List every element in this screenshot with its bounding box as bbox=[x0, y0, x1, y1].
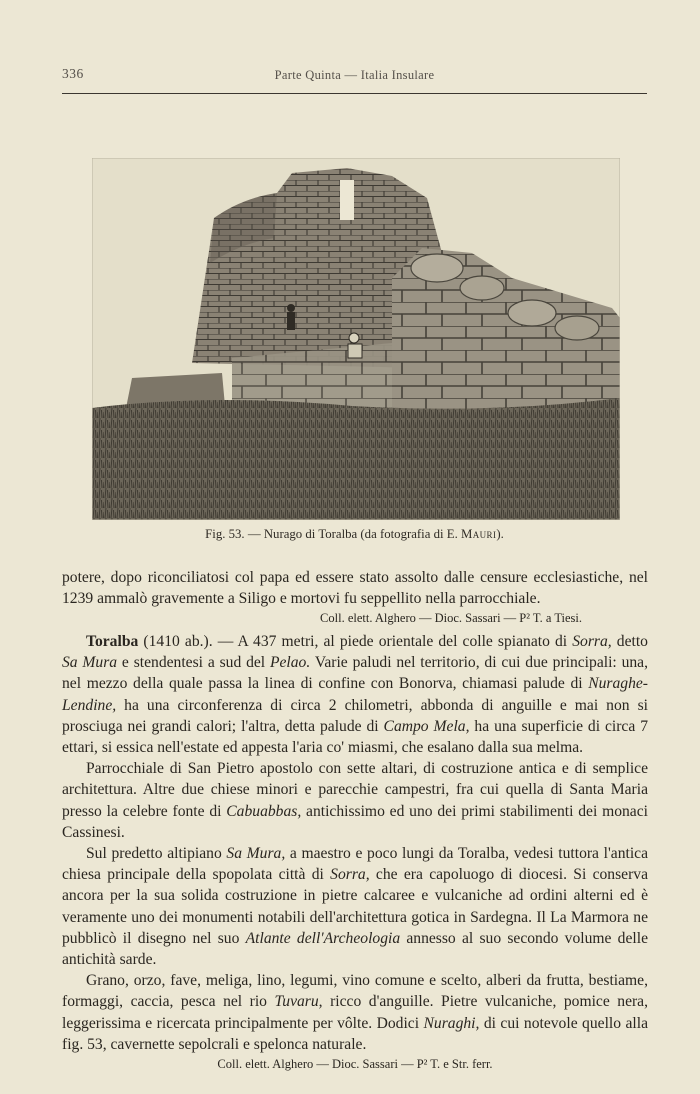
standing-figure bbox=[287, 304, 295, 330]
photo-grass bbox=[92, 398, 620, 520]
para4-collegio-line: Coll. elett. Alghero — Dioc. Sassari — P² T. e Str. ferr. bbox=[217, 1057, 493, 1072]
page-number: 336 bbox=[62, 66, 84, 81]
para0-text: potere, dopo riconciliatosi col papa ed essere stato assolto dalle censure ecclesiastiche, nel 1239 ammalò gravemente a Siligo e mortovi fu seppellito nella parrocchiale. bbox=[62, 569, 648, 608]
caption-author: Mauri bbox=[460, 527, 497, 541]
place-name: Toralba bbox=[86, 633, 139, 650]
figure-nurago-toralba bbox=[92, 158, 620, 520]
caption-text: Fig. 53. — Nurago di Toralba (da fotografia di E. bbox=[205, 527, 461, 541]
para-prodotti: Grano, orzo, fave, meliga, lino, legumi, vino comune e scelto, alberi da frutta, bestiame, formaggi, caccia, pesca nel rio Tuvaru, ricco d'anguille. Pietre vulcaniche, pomice nera, leggerissima e ricercata principalmente per vôlte. Dodici Nuraghi, di cui notevole quello alla fig. 53, cavernette sepolcrali e spelonca naturale. bbox=[62, 972, 649, 1053]
para-toralba-intro: Toralba (1410 ab.). — A 437 metri, al piede orientale del colle spianato di Sorra, detto Sa Mura e stendentesi a sud del Pelao. Varie paludi nel territorio, di cui due principali: una, nel mezzo della quale passa la linea di confine con Bonorva, chiamasi palude di Nuraghe-Lendine, ha una circonferenza di circa 2 chilometri, abbonda di anguille e mai non si prosciuga nei grandi calori; l'altra, detta palude di Campo Mela, ha una superficie di circa 7 ettari, si essica nell'estate ed appesta l'aria co' miasmi, che esalano dalla sua melma. bbox=[62, 633, 648, 757]
toralba-article bbox=[62, 631, 648, 1073]
paragraph-continued bbox=[62, 567, 648, 627]
para-parrocchiale: Parrocchiale di San Pietro apostolo con sette altari, di costruzione antica e di semplice architettura. Altre due chiese minori e parecchie campestri, fra cui quella di Santa Maria presso la celebre fonte di Cabuabbas, antichissimo ed uno dei primi stabilimenti dei monaci Cassinesi. bbox=[62, 760, 648, 841]
running-header bbox=[62, 64, 647, 86]
running-title: Parte Quinta — Italia Insulare bbox=[274, 68, 435, 82]
tower-window bbox=[340, 180, 354, 220]
para0-collegio-line: Coll. elett. Alghero — Dioc. Sassari — P² T. a Tiesi. bbox=[320, 611, 582, 626]
figure-caption bbox=[62, 527, 647, 542]
caption-end: ). bbox=[496, 527, 504, 541]
nurago-photo bbox=[92, 158, 620, 520]
para-sa-mura: Sul predetto altipiano Sa Mura, a maestro e poco lungi da Toralba, vedesi tuttora l'antica chiesa principale della spopolata città di Sorra, che era capoluogo di diocesi. Si conserva ancora per la sua solida costruzione in pietre calcaree e vulcaniche ad ordini alterni ed è veramente uno dei monumenti notabili dell'architettura gotica in Sardegna. Il La Marmora ne pubblicò il disegno nel suo Atlante dell'Archeologia annesso al suo secondo volume delle antichità sarde. bbox=[62, 845, 649, 969]
header-rule bbox=[62, 93, 647, 94]
